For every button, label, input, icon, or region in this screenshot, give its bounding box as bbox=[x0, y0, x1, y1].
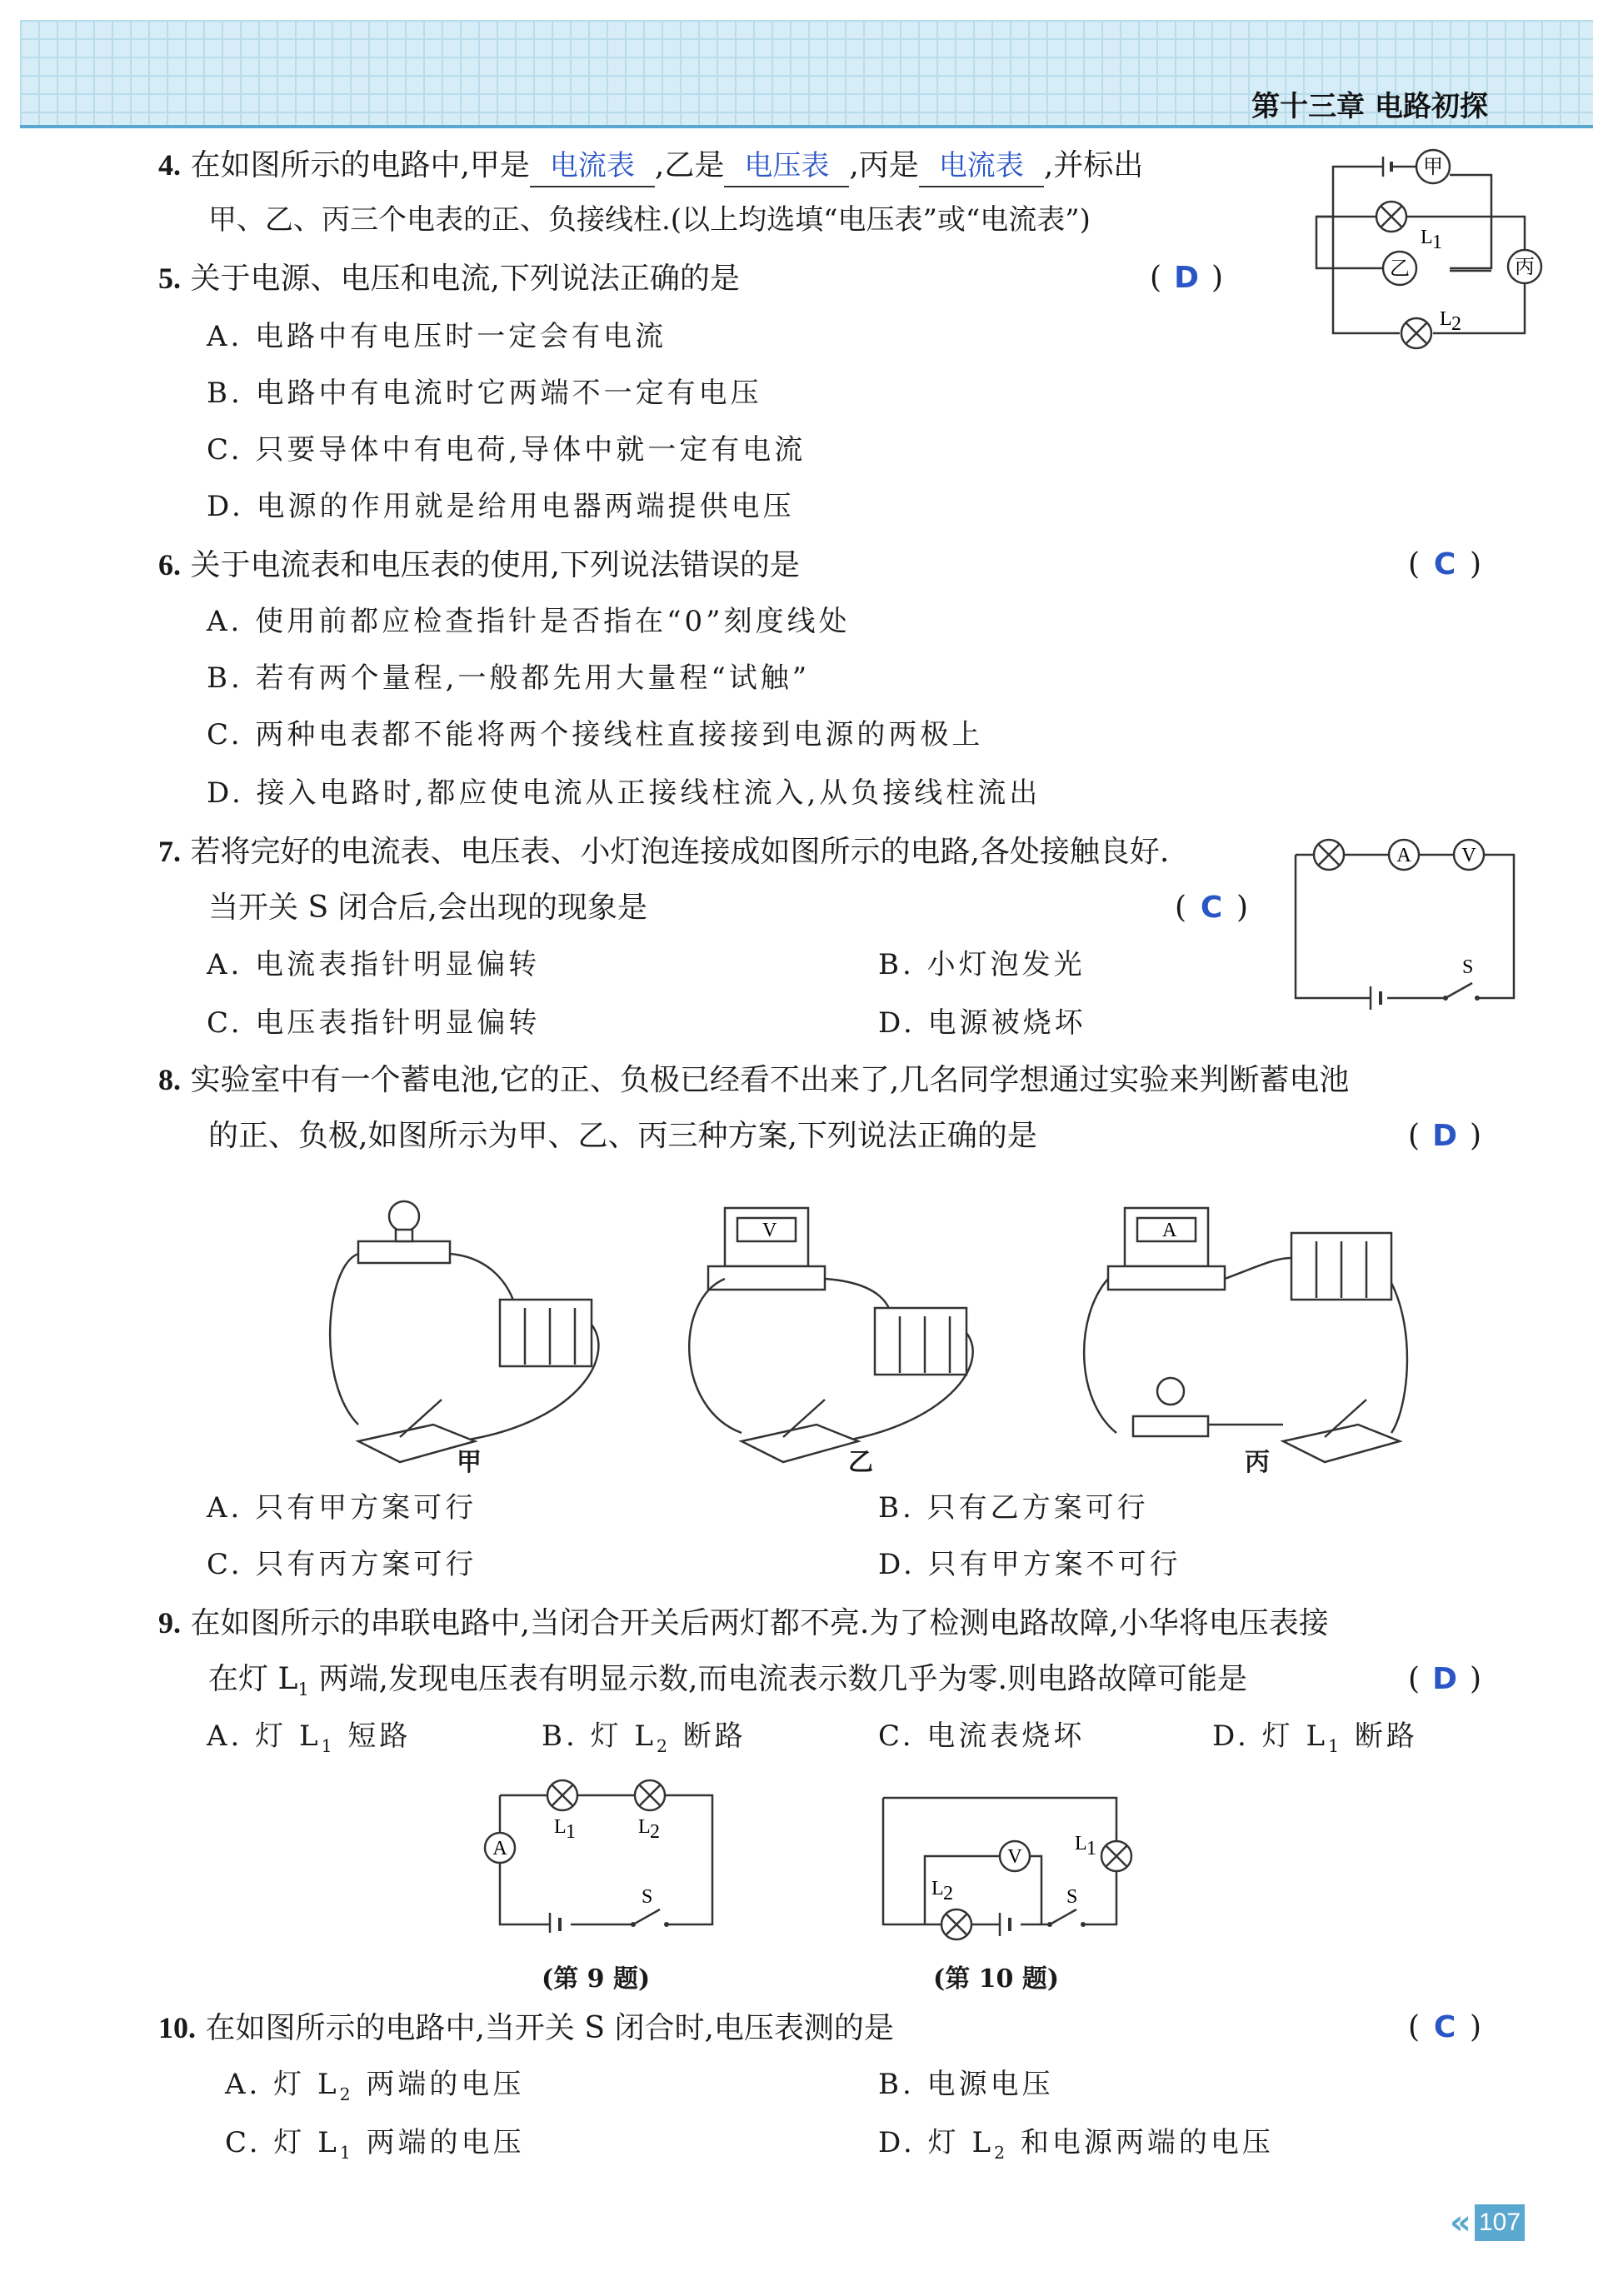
page-number bbox=[1450, 2204, 1525, 2241]
question-7: 7. 若将完好的电流表、电压表、小灯泡连接成如图所示的电路,各处接触良好. bbox=[158, 835, 1170, 869]
q10-option-d: D. 灯 $L_2$ 和电源两端的电压 bbox=[878, 2126, 1274, 2163]
answer-9: ( D ) bbox=[1408, 1662, 1482, 1696]
q10-option-c: C. 灯 $L_1$ 两端的电压 bbox=[225, 2126, 525, 2163]
scheme-jia bbox=[330, 1201, 598, 1462]
svg-text:2: 2 bbox=[650, 1821, 660, 1843]
q6-option-c: C. 两种电表都不能将两个接线柱直接接到电源的两极上 bbox=[207, 718, 984, 751]
svg-text:1: 1 bbox=[1432, 232, 1442, 253]
q10-lamp-l1 bbox=[1075, 1833, 1131, 1871]
q9-option-b: B. 灯 $L_2$ 断路 bbox=[542, 1720, 747, 1756]
svg-text:A: A bbox=[492, 1838, 507, 1859]
svg-text:2: 2 bbox=[1451, 313, 1461, 335]
answer-7: ( C ) bbox=[1175, 891, 1249, 925]
q6-option-b: B. 若有两个量程,一般都先用大量程“试触” bbox=[207, 661, 811, 695]
answer-8: ( D ) bbox=[1408, 1119, 1482, 1153]
q9-circuit-diagram bbox=[475, 1766, 725, 1933]
q9-lamp-l2 bbox=[635, 1780, 665, 1843]
svg-text:V: V bbox=[1461, 845, 1476, 866]
svg-text:1: 1 bbox=[1086, 1838, 1096, 1859]
answer-6: ( C ) bbox=[1408, 547, 1482, 581]
scheme-yi bbox=[689, 1208, 972, 1462]
q8-option-a: A. 只有甲方案可行 bbox=[207, 1491, 477, 1525]
caption-yi: 乙 bbox=[848, 1448, 873, 1477]
question-8: 8. 实验室中有一个蓄电池,它的正、负极已经看不出来了,几名同学想通过实验来判断蓄电池 bbox=[158, 1063, 1350, 1097]
answer-5: ( D ) bbox=[1150, 261, 1224, 295]
svg-text:L: L bbox=[1075, 1833, 1087, 1854]
question-4-line2: 甲、乙、丙三个电表的正、负接线柱.(以上均选填“电压表”或“电流表”) bbox=[208, 203, 1091, 237]
svg-text:L: L bbox=[1421, 227, 1433, 248]
q8-experiment-figures bbox=[308, 1175, 1425, 1483]
caption-jia: 甲 bbox=[457, 1448, 482, 1477]
meter-bing bbox=[1508, 250, 1541, 283]
answer-blank-3: 电流表 bbox=[919, 146, 1044, 187]
q9-option-d: D. 灯 $L_1$ 断路 bbox=[1212, 1720, 1418, 1756]
svg-text:1: 1 bbox=[566, 1821, 576, 1843]
q9-lamp-l1 bbox=[547, 1780, 577, 1843]
q8-option-b: B. 只有乙方案可行 bbox=[878, 1491, 1149, 1525]
svg-text:L: L bbox=[1440, 308, 1452, 330]
svg-text:L: L bbox=[554, 1816, 567, 1838]
q7-option-b: B. 小灯泡发光 bbox=[878, 948, 1086, 981]
q10-figure-caption: (第 10 题) bbox=[933, 1964, 1060, 1994]
q7-option-a: A. 电流表指针明显偏转 bbox=[207, 948, 541, 981]
question-5: 5. 关于电源、电压和电流,下列说法正确的是 bbox=[158, 262, 740, 296]
question-7-line2: 当开关 S 闭合后,会出现的现象是 bbox=[208, 891, 647, 925]
meter-jia bbox=[1416, 150, 1450, 183]
meter-yi bbox=[1383, 252, 1416, 285]
question-6: 6. 关于电流表和电压表的使用,下列说法错误的是 bbox=[158, 548, 800, 582]
q7-lamp bbox=[1314, 840, 1344, 870]
page-number-label: 107 bbox=[1475, 2204, 1525, 2241]
question-9-line2: 在灯 $L_1$ 两端,发现电压表有明显示数,而电流表示数几乎为零.则电路故障可能是 bbox=[208, 1662, 1247, 1701]
question-9: 9. 在如图所示的串联电路中,当闭合开关后两灯都不亮.为了检测电路故障,小华将电压表接 bbox=[158, 1606, 1329, 1640]
caption-bing: 丙 bbox=[1245, 1448, 1270, 1477]
header-rule bbox=[20, 125, 1593, 128]
answer-10: ( C ) bbox=[1408, 2010, 1482, 2044]
q5-option-b: B. 电路中有电流时它两端不一定有电压 bbox=[207, 377, 762, 410]
scheme-bing bbox=[1084, 1208, 1407, 1462]
q6-option-a: A. 使用前都应检查指针是否指在“0”刻度线处 bbox=[207, 605, 851, 638]
chapter-title: 第十三章 电路初探 bbox=[1251, 90, 1488, 123]
svg-text:S: S bbox=[642, 1886, 653, 1908]
svg-text:乙: 乙 bbox=[1390, 258, 1410, 280]
q5-option-c: C. 只要导体中有电荷,导体中就一定有电流 bbox=[207, 433, 806, 467]
q9-figure-caption: (第 9 题) bbox=[542, 1964, 651, 1994]
q8-option-c: C. 只有丙方案可行 bbox=[207, 1548, 477, 1581]
q10-option-b: B. 电源电压 bbox=[878, 2068, 1054, 2101]
q4-circuit-diagram bbox=[1283, 142, 1550, 350]
q6-option-d: D. 接入电路时,都应使电流从正接线柱流入,从负接线柱流出 bbox=[207, 776, 1041, 810]
lamp-l1 bbox=[1376, 202, 1442, 253]
q10-voltmeter bbox=[1000, 1841, 1030, 1871]
question-4: 4. 在如图所示的电路中,甲是 电流表 ,乙是 电压表 ,丙是 电流表 ,并标出 bbox=[158, 145, 1143, 187]
svg-text:S: S bbox=[1066, 1886, 1078, 1908]
svg-text:甲: 甲 bbox=[1423, 157, 1443, 178]
q8-option-d: D. 只有甲方案不可行 bbox=[878, 1548, 1181, 1581]
question-10: 10. 在如图所示的电路中,当开关 S 闭合时,电压表测的是 bbox=[158, 2011, 894, 2045]
q10-circuit-diagram bbox=[875, 1783, 1150, 1941]
answer-blank-2: 电压表 bbox=[724, 146, 849, 187]
q9-option-a: A. 灯 $L_1$ 短路 bbox=[207, 1720, 412, 1756]
svg-text:V: V bbox=[1007, 1846, 1022, 1868]
q10-option-a: A. 灯 $L_2$ 两端的电压 bbox=[225, 2068, 525, 2104]
q7-circuit-diagram bbox=[1287, 831, 1525, 1015]
q7-option-d: D. 电源被烧坏 bbox=[878, 1006, 1086, 1040]
q7-ammeter bbox=[1389, 840, 1419, 870]
answer-blank-1: 电流表 bbox=[530, 146, 655, 187]
svg-text:V: V bbox=[762, 1220, 777, 1241]
q9-ammeter bbox=[485, 1833, 515, 1863]
svg-text:L: L bbox=[638, 1816, 651, 1838]
q9-option-c: C. 电流表烧坏 bbox=[878, 1720, 1086, 1753]
svg-text:S: S bbox=[1462, 956, 1474, 978]
q5-option-d: D. 电源的作用就是给用电器两端提供电压 bbox=[207, 490, 795, 523]
svg-text:A: A bbox=[1162, 1220, 1177, 1241]
q10-lamp-l2 bbox=[931, 1878, 971, 1939]
lamp-l2 bbox=[1401, 308, 1461, 348]
question-8-line2: 的正、负极,如图所示为甲、乙、丙三种方案,下列说法正确的是 bbox=[208, 1119, 1037, 1153]
svg-text:A: A bbox=[1396, 845, 1411, 866]
q5-option-a: A. 电路中有电压时一定会有电流 bbox=[207, 320, 667, 353]
svg-text:2: 2 bbox=[943, 1883, 953, 1904]
svg-text:L: L bbox=[931, 1878, 944, 1899]
q7-option-c: C. 电压表指针明显偏转 bbox=[207, 1006, 541, 1040]
q7-voltmeter bbox=[1454, 840, 1484, 870]
svg-text:丙: 丙 bbox=[1515, 257, 1535, 278]
chevron-left-icon: « bbox=[1450, 2204, 1471, 2242]
